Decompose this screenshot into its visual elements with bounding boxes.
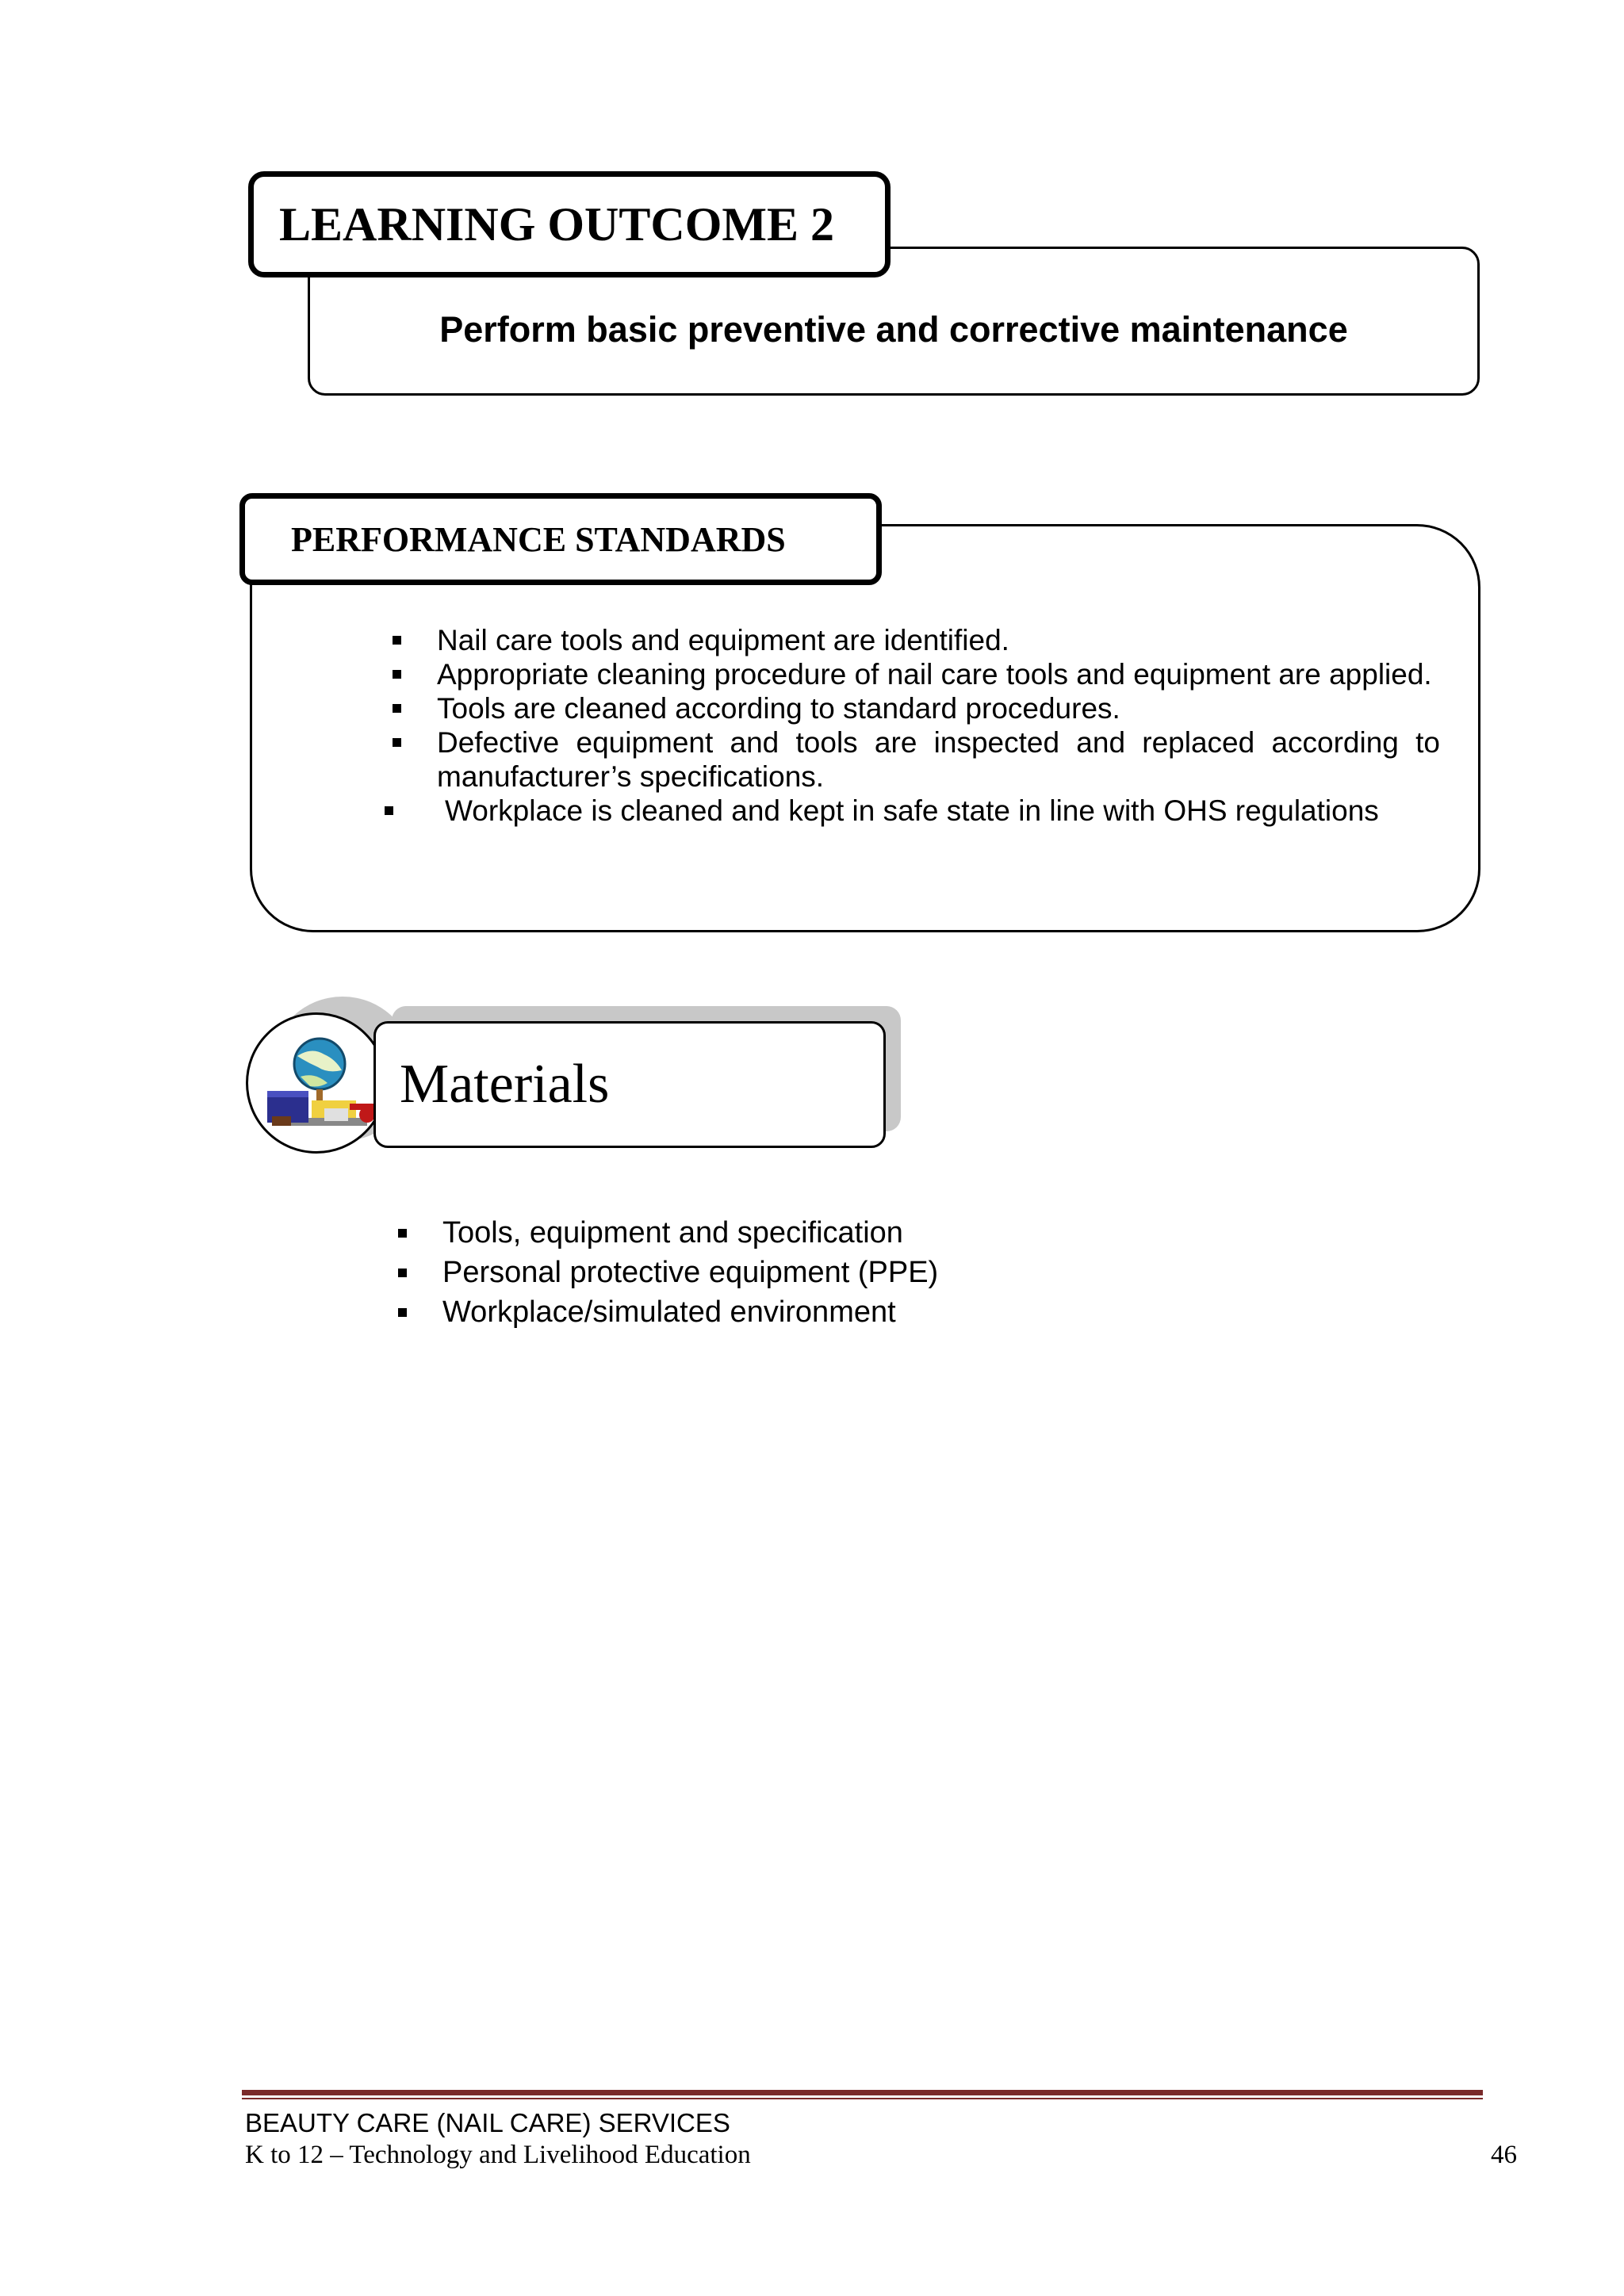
bullet-square-icon bbox=[393, 704, 401, 713]
bullet-square-icon bbox=[385, 806, 393, 815]
materials-list bbox=[442, 1213, 938, 1332]
bullet-square-icon bbox=[393, 738, 401, 747]
globe-and-books-icon bbox=[248, 1015, 387, 1154]
learning-outcome-heading: LEARNING OUTCOME 2 bbox=[279, 197, 835, 251]
learning-outcome-description: Perform basic preventive and corrective maintenance bbox=[439, 309, 1348, 350]
bullet-square-icon bbox=[393, 670, 401, 679]
materials-heading-box bbox=[373, 1021, 886, 1148]
bullet-square-icon bbox=[398, 1269, 407, 1277]
materials-heading: Materials bbox=[400, 1054, 610, 1115]
page-number: 46 bbox=[1491, 2141, 1517, 2169]
list-item: Nail care tools and equipment are identified. bbox=[437, 623, 1440, 657]
list-item: Workplace is cleaned and kept in safe state in line with OHS regulations bbox=[437, 794, 1440, 828]
learning-outcome-heading-tab bbox=[248, 171, 891, 277]
materials-icon-circle bbox=[246, 1012, 387, 1154]
footer-course-title: BEAUTY CARE (NAIL CARE) SERVICES bbox=[245, 2108, 730, 2137]
footer-rule-thick bbox=[242, 2090, 1483, 2095]
footer-rule-thin bbox=[242, 2098, 1483, 2099]
list-item: Workplace/simulated environment bbox=[442, 1292, 938, 1332]
list-item: Tools are cleaned according to standard procedures. bbox=[437, 691, 1440, 725]
list-item: Tools, equipment and specification bbox=[442, 1213, 938, 1253]
list-item: Defective equipment and tools are inspected and replaced according to manufacturer’s specifications. bbox=[437, 725, 1440, 794]
footer-program-title: K to 12 – Technology and Livelihood Education bbox=[245, 2141, 751, 2169]
bullet-square-icon bbox=[398, 1308, 407, 1317]
performance-standards-list bbox=[437, 623, 1440, 828]
bullet-square-icon bbox=[398, 1229, 407, 1238]
list-item: Personal protective equipment (PPE) bbox=[442, 1253, 938, 1292]
performance-standards-heading-tab bbox=[239, 493, 882, 585]
list-item: Appropriate cleaning procedure of nail care tools and equipment are applied. bbox=[437, 657, 1440, 691]
performance-standards-heading: PERFORMANCE STANDARDS bbox=[291, 519, 786, 559]
bullet-square-icon bbox=[393, 636, 401, 645]
